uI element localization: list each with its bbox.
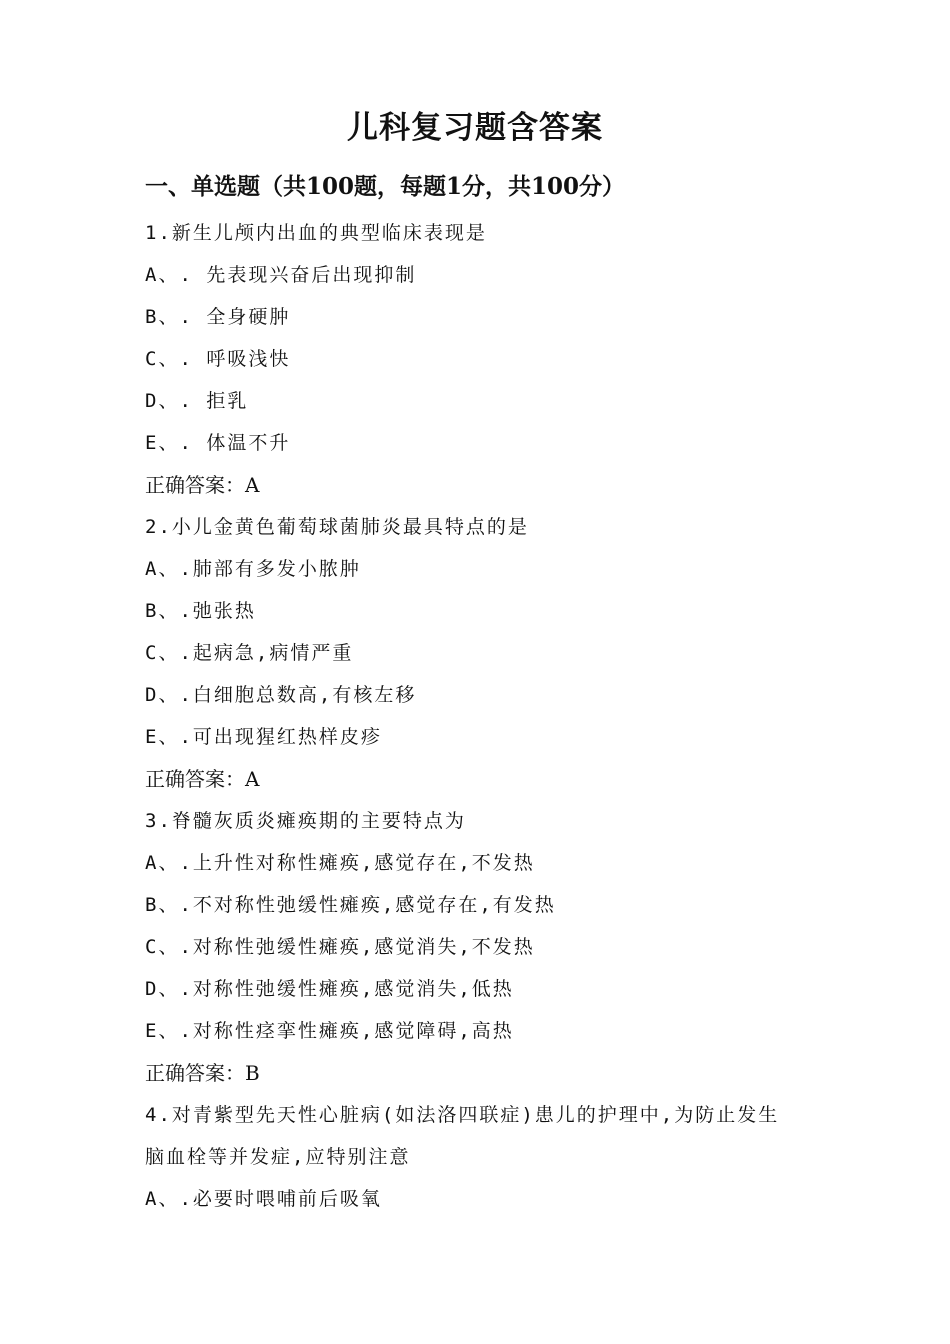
answer-option: B、. 全身硬肿 bbox=[145, 306, 291, 328]
answer-option: E、.对称性痉挛性瘫痪,感觉障碍,高热 bbox=[145, 1020, 514, 1042]
answer-option: A、.必要时喂哺前后吸氧 bbox=[145, 1188, 382, 1210]
correct-answer: 正确答案：A bbox=[145, 473, 260, 497]
answer-option: A、. 先表现兴奋后出现抑制 bbox=[145, 264, 417, 286]
correct-answer: 正确答案：A bbox=[145, 767, 260, 791]
answer-option: C、.起病急,病情严重 bbox=[145, 642, 354, 664]
question-list bbox=[145, 212, 825, 1220]
question-text: 2.小儿金黄色葡萄球菌肺炎最具特点的是 bbox=[145, 516, 529, 538]
answer-option: A、.肺部有多发小脓肿 bbox=[145, 558, 361, 580]
answer-option: D、.对称性弛缓性瘫痪,感觉消失,低热 bbox=[145, 978, 514, 1000]
answer-option: B、.不对称性弛缓性瘫痪,感觉存在,有发热 bbox=[145, 894, 556, 916]
question-text: 1.新生儿颅内出血的典型临床表现是 bbox=[145, 222, 487, 244]
question-text: 3.脊髓灰质炎瘫痪期的主要特点为 bbox=[145, 810, 466, 832]
answer-option: C、.对称性弛缓性瘫痪,感觉消失,不发热 bbox=[145, 936, 535, 958]
answer-option: A、.上升性对称性瘫痪,感觉存在,不发热 bbox=[145, 852, 535, 874]
question-text: 脑血栓等并发症,应特别注意 bbox=[145, 1146, 411, 1168]
question-text: 4.对青紫型先天性心脏病(如法洛四联症)患儿的护理中,为防止发生 bbox=[145, 1104, 780, 1126]
section-heading: 一、单选题（共100题，每题1分，共100分） bbox=[145, 173, 626, 200]
answer-option: D、.白细胞总数高,有核左移 bbox=[145, 684, 417, 706]
answer-option: D、. 拒乳 bbox=[145, 390, 249, 412]
document-title: 儿科复习题含答案 bbox=[347, 110, 603, 146]
answer-option: E、. 体温不升 bbox=[145, 432, 291, 454]
correct-answer: 正确答案：B bbox=[145, 1061, 260, 1085]
answer-option: E、.可出现猩红热样皮疹 bbox=[145, 726, 382, 748]
answer-option: B、.弛张热 bbox=[145, 600, 256, 622]
answer-option: C、. 呼吸浅快 bbox=[145, 348, 291, 370]
